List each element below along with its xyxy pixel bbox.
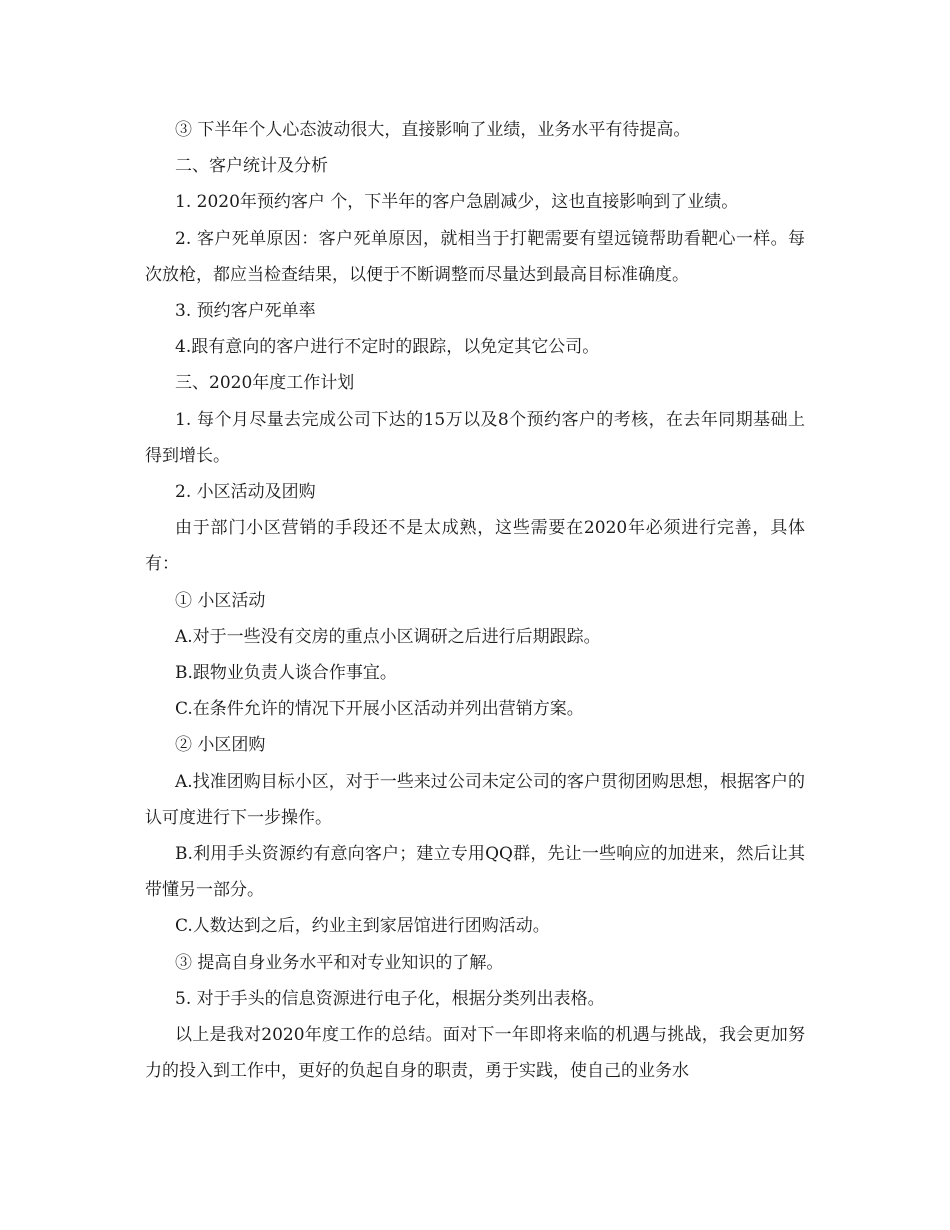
subheading-group-buy: ② 小区团购 xyxy=(175,735,266,756)
paragraph-conclusion: 以上是我对2020年度工作的总结。面对下一年即将来临的机遇与挑战，我会更加努力的投入到工作中，更好的负起自身的职责，勇于实践，使自己的业务水 xyxy=(145,1025,805,1082)
subheading-improve-skills: ③ 提高自身业务水平和对专业知识的了解。 xyxy=(175,952,504,973)
document-body xyxy=(145,112,805,1089)
subheading-community-activity: ① 小区活动 xyxy=(175,590,266,611)
paragraph-mindset: ③ 下半年个人心态波动很大，直接影响了业绩，业务水平有待提高。 xyxy=(175,120,691,140)
list-item-group-buy-a: A.找准团购目标小区，对于一些来过公司未定公司的客户贯彻团购思想，根据客户的认可度进行下一步操作。 xyxy=(145,771,805,828)
list-item-activity-b: B.跟物业负责人谈合作事宜。 xyxy=(175,663,397,684)
list-item-follow-up: 4.跟有意向的客户进行不定时的跟踪，以免定其它公司。 xyxy=(175,337,600,358)
section-heading-customer-stats: 二、客户统计及分析 xyxy=(175,156,328,177)
list-item-lost-rate: 3. 预约客户死单率 xyxy=(175,301,316,322)
list-item-group-buy-b: B.利用手头资源约有意向客户；建立专用QQ群，先让一些响应的加进来，然后让其带懂另一部分。 xyxy=(145,844,805,901)
list-item-lost-reasons: 2. 客户死单原因：客户死单原因，就相当于打靶需要有望远镜帮助看靶心一样。每次放枪，都应当检查结果，以便于不断调整而尽量达到最高目标准确度。 xyxy=(145,228,805,285)
list-item-monthly-target: 1. 每个月尽量去完成公司下达的15万以及8个预约客户的考核，在去年同期基础上得到增长。 xyxy=(145,409,805,466)
list-item-booked-customers: 1. 2020年预约客户 个，下半年的客户急剧减少，这也直接影响到了业绩。 xyxy=(175,192,739,213)
list-item-activity-c: C.在条件允许的情况下开展小区活动并列出营销方案。 xyxy=(175,699,584,720)
section-heading-work-plan: 三、2020年度工作计划 xyxy=(175,373,355,394)
list-item-community-group-buy: 2. 小区活动及团购 xyxy=(175,482,316,503)
list-item-activity-a: A.对于一些没有交房的重点小区调研之后进行后期跟踪。 xyxy=(175,626,601,647)
list-item-group-buy-c: C.人数达到之后，约业主到家居馆进行团购活动。 xyxy=(175,916,550,937)
paragraph-community-marketing: 由于部门小区营销的手段还不是太成熟，这些需要在2020年必须进行完善，具体有： xyxy=(145,518,805,575)
list-item-digitize-info: 5. 对于手头的信息资源进行电子化，根据分类列出表格。 xyxy=(175,988,605,1009)
